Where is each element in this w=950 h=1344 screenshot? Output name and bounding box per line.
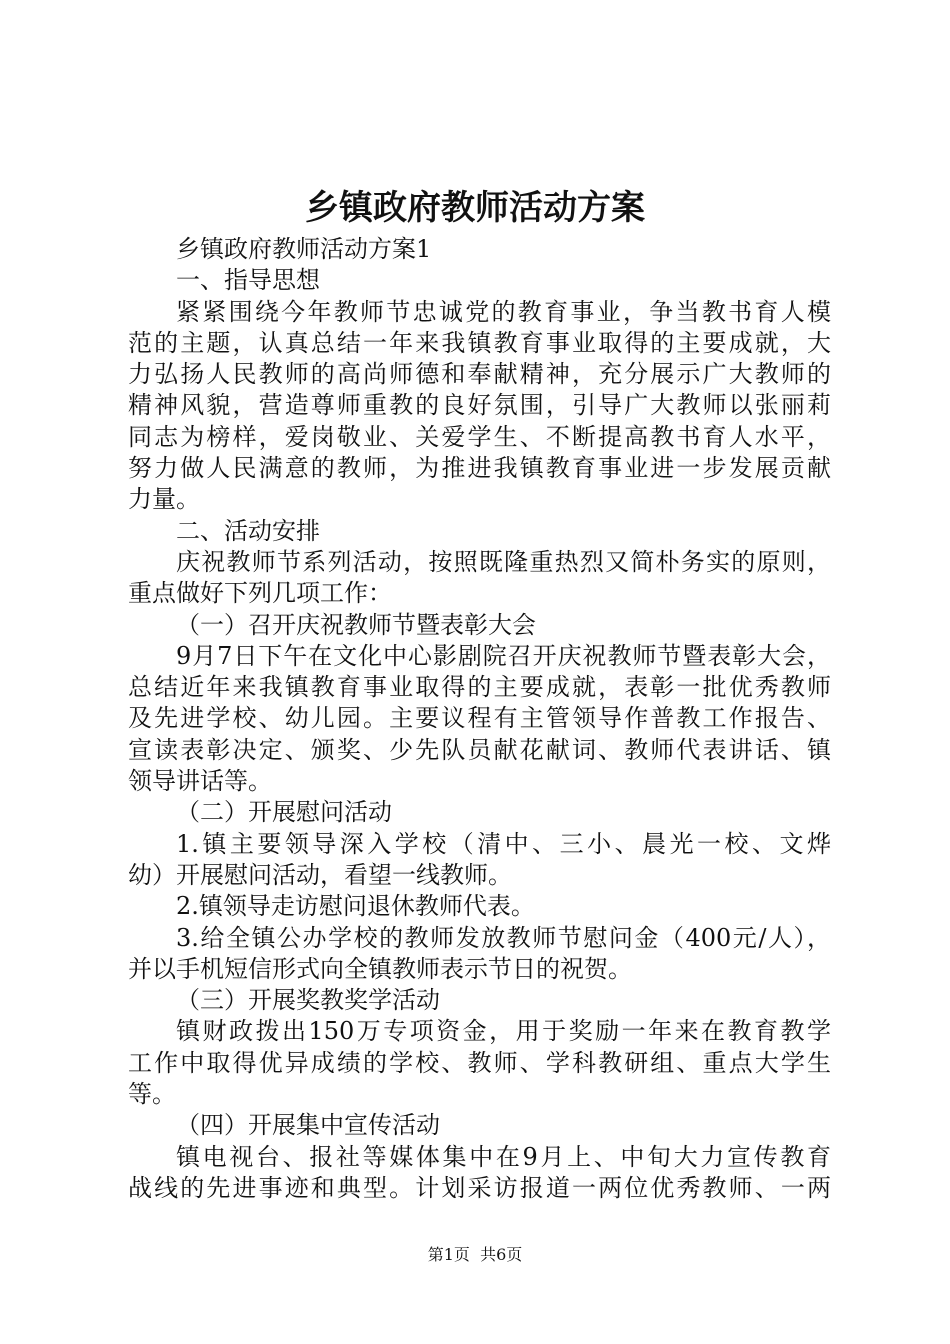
list-item-line: 幼）开展慰问活动，看望一线教师。 [128,860,512,889]
subsection-heading: （一）召开庆祝教师节暨表彰大会 [176,610,536,639]
paragraph-line: 镇电视台、报社等媒体集中在9月上、中旬大力宣传教育 [176,1142,831,1171]
subsection-heading: （四）开展集中宣传活动 [176,1111,440,1140]
document-title: 乡镇政府教师活动方案 [305,188,645,228]
paragraph-line: 战线的先进事迹和典型。计划采访报道一两位优秀教师、一两 [128,1173,831,1202]
page-footer: 第1页 共6页 [427,1245,523,1264]
section-heading: 一、指导思想 [176,266,320,295]
paragraph-line: 力弘扬人民教师的高尚师德和奉献精神，充分展示广大教师的 [128,360,831,389]
paragraph-line: 等。 [128,1080,176,1109]
paragraph-line: 镇财政拨出150万专项资金，用于奖励一年来在教育教学 [176,1017,831,1046]
paragraph-line: 紧紧围绕今年教师节忠诚党的教育事业，争当教书育人模 [176,297,831,326]
list-item-line: 2.镇领导走访慰问退休教师代表。 [176,892,535,921]
paragraph-line: 重点做好下列几项工作： [128,579,392,608]
paragraph-line: 同志为榜样，爱岗敬业、关爱学生、不断提高教书育人水平， [128,422,831,451]
paragraph-line: 及先进学校、幼儿园。主要议程有主管领导作普教工作报告、 [128,704,831,733]
paragraph-line: 范的主题，认真总结一年来我镇教育事业取得的主要成就，大 [128,328,831,357]
section-heading: 乡镇政府教师活动方案1 [176,235,432,263]
paragraph-line: 工作中取得优异成绩的学校、教师、学科教研组、重点大学生 [128,1048,831,1077]
list-item-line: 并以手机短信形式向全镇教师表示节日的祝贺。 [128,954,632,983]
paragraph-line: 宣读表彰决定、颁奖、少先队员献花献词、教师代表讲话、镇 [128,735,831,764]
paragraph-line: 9月7日下午在文化中心影剧院召开庆祝教师节暨表彰大会， [176,641,831,670]
paragraph-line: 总结近年来我镇教育事业取得的主要成就，表彰一批优秀教师 [128,673,831,702]
paragraph-line: 精神风貌，营造尊师重教的良好氛围，引导广大教师以张丽莉 [128,391,831,420]
paragraph-line: 力量。 [128,485,200,514]
subsection-heading: （三）开展奖教奖学活动 [176,986,440,1015]
subsection-heading: （二）开展慰问活动 [176,798,392,827]
list-item-line: 1.镇主要领导深入学校（清中、三小、晨光一校、文烨 [176,829,831,858]
document-body [128,234,831,1204]
paragraph-line: 庆祝教师节系列活动，按照既隆重热烈又简朴务实的原则， [176,547,831,576]
paragraph-line: 领导讲话等。 [128,767,272,796]
section-heading: 二、活动安排 [176,516,320,545]
list-item-line: 3.给全镇公办学校的教师发放教师节慰问金（400元/人）， [176,923,831,952]
paragraph-line: 努力做人民满意的教师，为推进我镇教育事业进一步发展贡献 [128,454,831,483]
